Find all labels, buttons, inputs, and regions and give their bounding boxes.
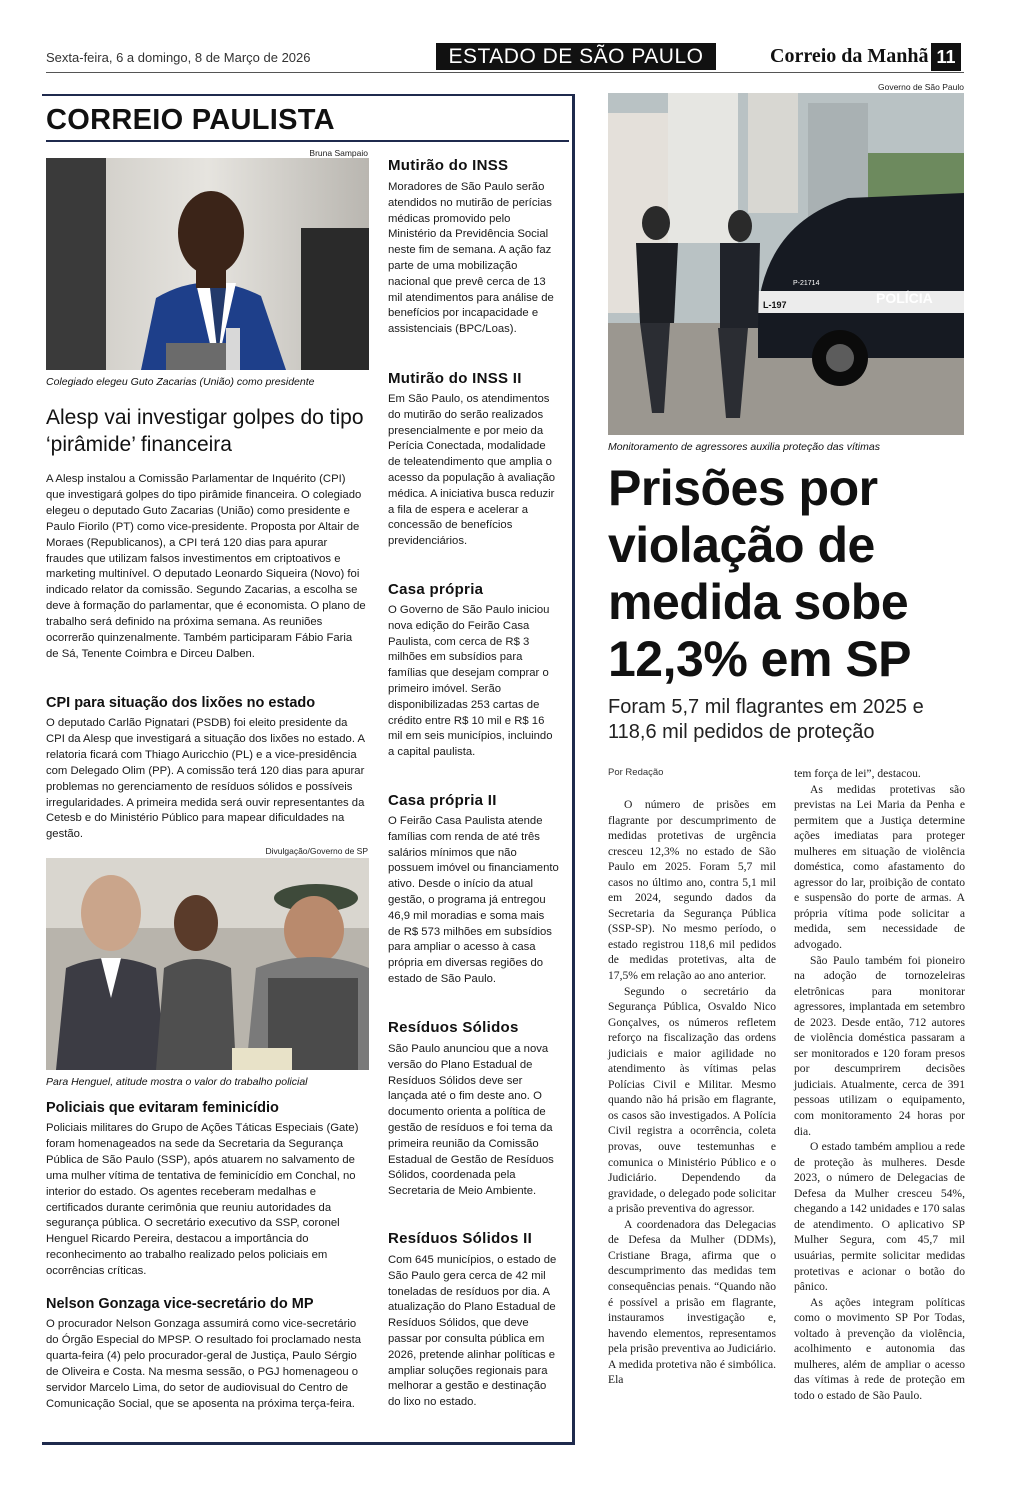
photo-caption: Para Henguel, atitude mostra o valor do trabalho policial <box>46 1076 308 1088</box>
brief-body: Em São Paulo, os atendimentos do mutirão do serão realizados presencialmente e por meio da Perícia Conectada, modalidade de teleatendimento que amplia o acesso da população à avaliação médica. A iniciativa busca reduzir a fila de espera e acelerar a concessão de benefícios previdenciários. <box>388 393 556 548</box>
article-body: A Alesp instalou a Comissão Parlamentar de Inquérito (CPI) que investigará golpes do tipo pirâmide financeira. O colegiado elegeu o deputado Guto Zacarias (União) como presidente e Paulo Fiorilo (PT) como vice-presidente. Proposta por Altair de Moraes (Republicanos), a CPI terá 120 dias para apurar fraudes que utilizam falsos investimentos em criptoativos e marketing multinível. O deputado Leonardo Siqueira (Novo) foi indicado relator da comissão. Segundo Zacarias, a escolha se deve à formação do parlamentar, que é economista. O plano de trabalho será definido na próxima semana. As reuniões ocorrerão quinzenalmente. Também participaram Fábio Faria de Sá, Tenente Coimbra e Dirceu Dalben. <box>46 473 366 660</box>
subhead-body: Policiais militares do Grupo de Ações Táticas Especiais (Gate) foram homenageados na sede da Secretaria da Segurança Pública de São Paulo (SSP), após atuarem no salvamento de uma mulher vítima de tentativa de feminicídio em Conchal, no interior do estado. Os agentes receberam medalhas e certificados durante cerimônia que reuniu autoridades da segurança pública. O secretário executivo da SSP, coronel Henguel Ricardo Pereira, destacou a importância do reconhecimento ao trabalho realizado pelos policiais em ocorrências críticas. <box>46 1122 359 1278</box>
brief-body: São Paulo anunciou que a nova versão do Plano Estadual de Resíduos Sólidos deve ser lançada até o fim deste ano. O documento orienta a política de gestão de resíduos e foi tema da primeira reunião da Comissão Estadual de Gestão de Resíduos Sólidos, coordenada pela Secretaria de Meio Ambiente. <box>388 1043 554 1198</box>
main-deck: Foram 5,7 mil flagrantes em 2025 e 118,6 mil pedidos de proteção <box>608 696 924 743</box>
subhead: Policiais que evitaram feminicídio <box>46 1100 279 1116</box>
main-article-col-a <box>608 797 776 1388</box>
brief-body: Com 645 municípios, o estado de São Paulo gera cerca de 42 mil toneladas de resíduos por dia. A atualização do Plano Estadual de Resíduos Sólidos, que deve passar por consulta pública em 2026, pretende alinhar políticas e ampliar soluções regionais para melhorar a gestão e destinação do lixo no estado. <box>388 1254 557 1409</box>
brief-title: Mutirão do INSS II <box>388 370 522 387</box>
subhead: Nelson Gonzaga vice-secretário do MP <box>46 1296 314 1312</box>
brief-body: O Feirão Casa Paulista atende famílias com renda de até três salários mínimos que não possuem imóvel ou financiamento ativo. Desde o início da atual gestão, o programa já entregou 46,9 mil moradias e soma mais de R$ 573 milhões em subsídios para ampliar o acesso à casa própria em diversas regiões do estado de São Paulo. <box>388 815 559 985</box>
paragraph: O estado também ampliou a rede de proteção às mulheres. Desde 2023, o número de Delegacias de Defesa da Mulher cresceu 54%, chegando a 142 unidades e 170 salas de atendimento. O aplicativo SP Mulher Segura, com 45,7 mil usuárias, permite solicitar medidas protetivas e acionar o botão do pânico. <box>794 1140 965 1294</box>
photo-credit: Governo de São Paulo <box>877 82 964 92</box>
vehicle-number: L-197 <box>763 300 787 310</box>
photo-caption: Monitoramento de agressores auxilia proteção das vítimas <box>608 441 880 453</box>
deputy-photo <box>46 158 369 370</box>
paragraph: Segundo o secretário da Segurança Pública, Osvaldo Nico Gonçalves, os números refletem reforço na fiscalização das ordens judiciais e maior agilidade no atendimento às vítimas pelas Polícias Civil e Militar. Mesmo quando não há prisão em flagrante, os casos são investigados. A Polícia Civil registra a ocorrência, coleta provas, ouve testemunhas e comunica o Ministério Público e o Judiciário. Dependendo da gravidade, o delegado pode solicitar a prisão preventiva do agressor. <box>608 984 776 1216</box>
subhead: CPI para situação dos lixões no estado <box>46 695 316 711</box>
brief-body: Moradores de São Paulo serão atendidos no mutirão de perícias médicas promovido pelo Ministério da Previdência Social neste fim de semana. A ação faz parte de uma mobilização nacional que prevê cerca de 13 mil atendimentos para análise de benefícios por incapacidade e assistenciais (BPC/Loas). <box>388 181 554 336</box>
byline: Por Redação <box>608 767 664 778</box>
police-car-illustration <box>608 93 964 435</box>
deputy-photo-illustration <box>46 158 369 370</box>
brief-title: Casa própria II <box>388 792 497 809</box>
paragraph: As medidas protetivas são previstas na Lei Maria da Penha e permitem que a Justiça determine ações imediatas para proteger mulheres em situação de violência doméstica, como afastamento do agressor do lar, proibição de contato e suspensão do porte de armas. A própria vítima pode solicitar a medida, sem necessidade de advogado. <box>794 782 965 952</box>
paragraph: O número de prisões em flagrante por descumprimento de medidas protetivas de urgência cresceu 12,3% no estado de São Paulo em 2025. Foram 5,7 mil casos no último ano, contra 5,1 mil em 2024, segundo dados da Secretaria da Segurança Pública (SSP-SP). No mesmo período, o estado registrou 118,6 mil pedidos de medidas protetivas, alta de 17,5% em relação ao ano anterior. <box>608 798 776 983</box>
brief-title: Resíduos Sólidos II <box>388 1230 533 1247</box>
brief-body: O Governo de São Paulo iniciou nova edição do Feirão Casa Paulista, com cerca de R$ 3 milhões em subsídios para famílias que desejam comprar o primeiro imóvel. Serão disponibilizadas 253 cartas de crédito entre R$ 10 mil e R$ 16 mil em seis municípios, incluindo a capital paulista. <box>388 604 553 759</box>
paragraph: A coordenadora das Delegacias de Defesa da Mulher (DDMs), Cristiane Braga, afirma que o descumprimento das medidas tem consequências penais. “Quando não é possível a prisão em flagrante, instauramos investigação e, havendo elementos, representamos pela prisão preventiva ao Judiciário. A medida protetiva não é simbólica. Ela <box>608 1217 776 1387</box>
column-title: CORREIO PAULISTA <box>46 104 335 136</box>
officers-photo-illustration <box>46 858 369 1070</box>
officers-photo <box>46 858 369 1070</box>
section-banner: ESTADO DE SÃO PAULO <box>436 43 716 70</box>
paragraph: tem força de lei”, destacou. <box>794 767 921 780</box>
vehicle-plate: P-21714 <box>793 280 820 287</box>
header-rule <box>46 72 964 73</box>
page-number: 11 <box>931 43 961 71</box>
photo-caption: Colegiado elegeu Guto Zacarias (União) como presidente <box>46 376 315 388</box>
issue-date: Sexta-feira, 6 a domingo, 8 de Março de 2026 <box>46 50 311 65</box>
article-headline: Alesp vai investigar golpes do tipo ‘pirâmide’ financeira <box>46 406 364 456</box>
newspaper-brand: Correio da Manhã <box>770 45 929 67</box>
brief-title: Resíduos Sólidos <box>388 1019 519 1036</box>
police-car-photo <box>608 93 964 435</box>
brief-title: Mutirão do INSS <box>388 157 509 174</box>
paragraph: As ações integram políticas como o movimento SP Por Todas, voltado à prevenção da violência, acolhimento e autonomia das mulheres, além de ampliar o acesso das vítimas à rede de proteção em todo o estado de São Paulo. <box>794 1295 965 1402</box>
vehicle-label: POLÍCIA <box>876 290 933 306</box>
main-headline: Prisões por violação de medida sobe 12,3% em SP <box>608 460 912 687</box>
brief-title: Casa própria <box>388 581 484 598</box>
subhead-body: O deputado Carlão Pignatari (PSDB) foi eleito presidente da CPI da Alesp que investigará a situação dos lixões no estado. A relatoria ficará com Thiago Auricchio (PL) e a vice-presidência com Delegado Olim (PP). A comissão terá 120 dias para apurar problemas no gerenciamento de resíduos sólidos e possíveis irregularidades. A primeira medida será ouvir representantes da Cetesb e do Ministério Público para mapear dificuldades na gestão. <box>46 717 365 841</box>
photo-credit: Divulgação/Governo de SP <box>265 846 368 856</box>
subhead-body: O procurador Nelson Gonzaga assumirá como vice-secretário do Órgão Especial do MPSP. O resultado foi proclamado nesta quarta-feira (4) pelo procurador-geral de Justiça, Paulo Sérgio de Oliveira e Costa. Na mesma sessão, o PGJ homenageou o servidor Marcelo Lima, do setor de audiovisual do Centro de Comunicação Social, que se aposenta na próxima terça-feira. <box>46 1318 362 1410</box>
column-title-rule <box>46 140 569 142</box>
photo-credit: Bruna Sampaio <box>309 148 368 158</box>
main-article-col-b <box>794 766 965 1403</box>
paragraph: São Paulo também foi pioneiro na adoção de tornozeleiras eletrônicas para monitorar agressores, implantada em setembro de 2023. Desde então, 712 autores de violência doméstica passaram a ser monitorados e 120 foram presos por descumprirem decisões judiciais. Atualmente, cerca de 391 pessoas utilizam o equipamento, com monitoramento 24 horas por dia. <box>794 953 965 1138</box>
